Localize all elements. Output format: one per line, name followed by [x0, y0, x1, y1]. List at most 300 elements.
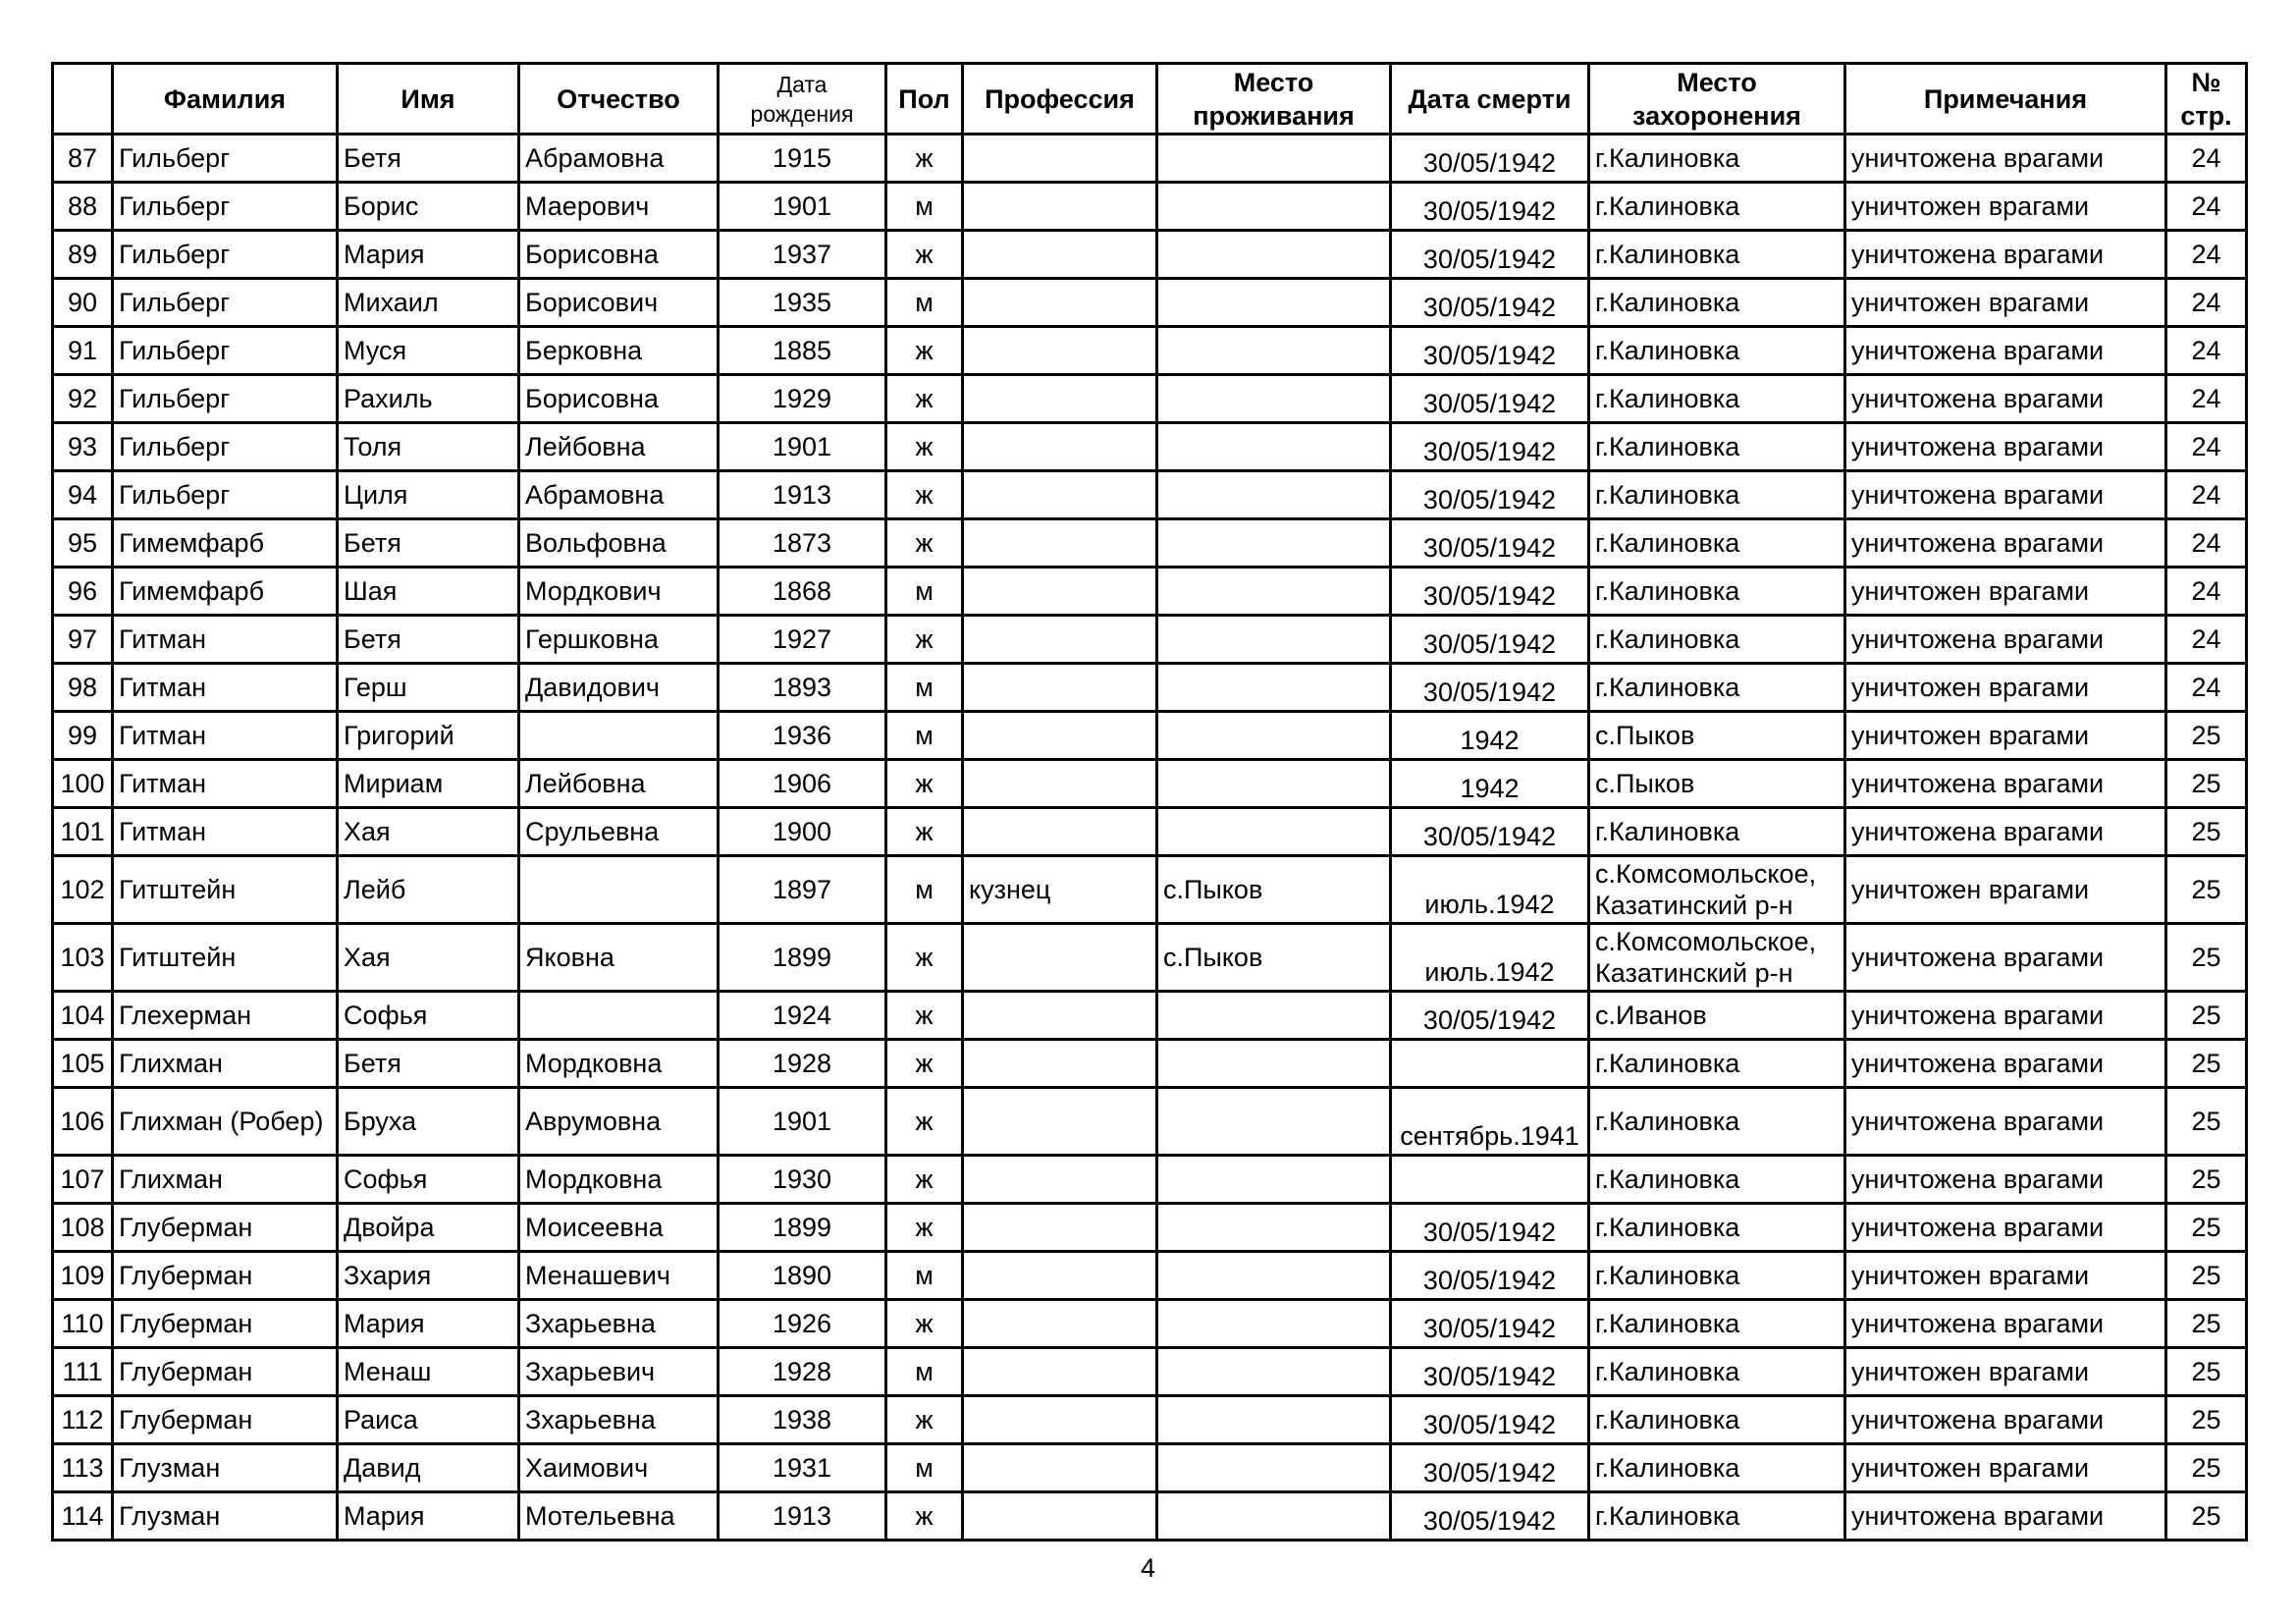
cell-sex: ж	[886, 1040, 963, 1088]
cell-birth-year: 1928	[719, 1348, 886, 1396]
cell-burial-place: г.Калиновка	[1589, 471, 1845, 519]
cell-patronymic: Абрамовна	[519, 135, 719, 183]
cell-name: Бетя	[338, 519, 519, 568]
cell-name: Муся	[338, 327, 519, 375]
cell-residence	[1157, 1348, 1391, 1396]
cell-birth-year: 1935	[719, 279, 886, 327]
cell-number: 103	[53, 924, 113, 992]
cell-surname: Гильберг	[113, 327, 338, 375]
cell-notes: уничтожена врагами	[1845, 423, 2166, 471]
cell-residence	[1157, 1252, 1391, 1300]
cell-death-date: 1942	[1391, 712, 1589, 760]
cell-notes: уничтожен врагами	[1845, 664, 2166, 712]
cell-birth-year: 1926	[719, 1300, 886, 1348]
cell-birth-year: 1913	[719, 1492, 886, 1541]
cell-name: Софья	[338, 992, 519, 1040]
cell-surname: Глуберман	[113, 1300, 338, 1348]
cell-death-date: июль.1942	[1391, 856, 1589, 924]
cell-surname: Гимемфарб	[113, 519, 338, 568]
cell-death-date: 30/05/1942	[1391, 471, 1589, 519]
cell-number: 98	[53, 664, 113, 712]
cell-birth-year: 1885	[719, 327, 886, 375]
cell-name: Раиса	[338, 1396, 519, 1444]
cell-death-date: 30/05/1942	[1391, 1300, 1589, 1348]
table-row	[53, 279, 2247, 327]
cell-page-ref: 25	[2166, 1396, 2247, 1444]
cell-birth-year: 1868	[719, 568, 886, 616]
cell-surname: Гитман	[113, 808, 338, 856]
cell-number: 87	[53, 135, 113, 183]
cell-name: Бетя	[338, 1040, 519, 1088]
cell-birth-year: 1928	[719, 1040, 886, 1088]
cell-patronymic: Гершковна	[519, 616, 719, 664]
cell-number: 88	[53, 183, 113, 231]
cell-patronymic: Зхарьевна	[519, 1300, 719, 1348]
cell-burial-place: с.Иванов	[1589, 992, 1845, 1040]
cell-notes: уничтожен врагами	[1845, 856, 2166, 924]
cell-patronymic: Мордковна	[519, 1156, 719, 1204]
cell-patronymic: Давидович	[519, 664, 719, 712]
cell-death-date: 30/05/1942	[1391, 568, 1589, 616]
cell-number: 91	[53, 327, 113, 375]
cell-number: 110	[53, 1300, 113, 1348]
cell-sex: ж	[886, 471, 963, 519]
cell-profession	[963, 1156, 1157, 1204]
cell-name: Двойра	[338, 1204, 519, 1252]
cell-birth-year: 1899	[719, 924, 886, 992]
cell-number: 113	[53, 1444, 113, 1492]
cell-patronymic: Абрамовна	[519, 471, 719, 519]
cell-patronymic: Мордкович	[519, 568, 719, 616]
cell-residence	[1157, 423, 1391, 471]
cell-name: Бруха	[338, 1088, 519, 1156]
cell-burial-place: г.Калиновка	[1589, 616, 1845, 664]
cell-birth-year: 1900	[719, 808, 886, 856]
cell-burial-place: с.Комсомольское, Казатинский р-н	[1589, 924, 1845, 992]
cell-page-ref: 25	[2166, 1444, 2247, 1492]
cell-sex: ж	[886, 1204, 963, 1252]
cell-notes: уничтожена врагами	[1845, 231, 2166, 279]
cell-sex: ж	[886, 1396, 963, 1444]
cell-page-ref: 25	[2166, 1040, 2247, 1088]
header-notes: Примечания	[1845, 64, 2166, 135]
header-patronymic: Отчество	[519, 64, 719, 135]
cell-sex: м	[886, 1348, 963, 1396]
cell-burial-place: г.Калиновка	[1589, 1300, 1845, 1348]
cell-burial-place: г.Калиновка	[1589, 664, 1845, 712]
cell-sex: м	[886, 279, 963, 327]
table-row	[53, 231, 2247, 279]
cell-name: Мария	[338, 1492, 519, 1541]
cell-patronymic: Хаимович	[519, 1444, 719, 1492]
cell-page-ref: 24	[2166, 279, 2247, 327]
cell-notes: уничтожена врагами	[1845, 519, 2166, 568]
cell-page-ref: 24	[2166, 471, 2247, 519]
cell-birth-year: 1931	[719, 1444, 886, 1492]
page-number: 4	[1140, 1553, 1156, 1583]
cell-patronymic: Срульевна	[519, 808, 719, 856]
cell-notes: уничтожена врагами	[1845, 1396, 2166, 1444]
cell-burial-place: с.Пыков	[1589, 760, 1845, 808]
cell-page-ref: 24	[2166, 568, 2247, 616]
table-row	[53, 1204, 2247, 1252]
cell-sex: м	[886, 1252, 963, 1300]
table-row	[53, 1088, 2247, 1156]
cell-number: 101	[53, 808, 113, 856]
cell-sex: ж	[886, 519, 963, 568]
cell-residence	[1157, 760, 1391, 808]
cell-burial-place: с.Комсомольское, Казатинский р-н	[1589, 856, 1845, 924]
table-row	[53, 183, 2247, 231]
table-row	[53, 375, 2247, 423]
cell-sex: ж	[886, 231, 963, 279]
cell-patronymic: Яковна	[519, 924, 719, 992]
cell-death-date: 30/05/1942	[1391, 1204, 1589, 1252]
cell-surname: Глуберман	[113, 1204, 338, 1252]
cell-name: Зхария	[338, 1252, 519, 1300]
cell-profession	[963, 1204, 1157, 1252]
cell-patronymic	[519, 712, 719, 760]
cell-residence	[1157, 279, 1391, 327]
cell-page-ref: 25	[2166, 1348, 2247, 1396]
cell-burial-place: г.Калиновка	[1589, 1348, 1845, 1396]
cell-residence	[1157, 375, 1391, 423]
cell-name: Герш	[338, 664, 519, 712]
cell-number: 109	[53, 1252, 113, 1300]
cell-profession	[963, 327, 1157, 375]
cell-burial-place: г.Калиновка	[1589, 1492, 1845, 1541]
cell-residence	[1157, 568, 1391, 616]
table-row	[53, 1252, 2247, 1300]
header-surname: Фамилия	[113, 64, 338, 135]
cell-residence	[1157, 1156, 1391, 1204]
header-row	[53, 64, 2247, 135]
cell-number: 107	[53, 1156, 113, 1204]
cell-page-ref: 24	[2166, 231, 2247, 279]
cell-number: 93	[53, 423, 113, 471]
table-row	[53, 1444, 2247, 1492]
cell-sex: м	[886, 568, 963, 616]
cell-patronymic: Маерович	[519, 183, 719, 231]
cell-burial-place: г.Калиновка	[1589, 1204, 1845, 1252]
cell-sex: ж	[886, 760, 963, 808]
cell-sex: м	[886, 1444, 963, 1492]
header-sex: Пол	[886, 64, 963, 135]
cell-profession	[963, 231, 1157, 279]
table-row	[53, 992, 2247, 1040]
table-row	[53, 1348, 2247, 1396]
cell-birth-year: 1901	[719, 1088, 886, 1156]
cell-death-date: 30/05/1942	[1391, 279, 1589, 327]
table-row	[53, 519, 2247, 568]
cell-birth-year: 1924	[719, 992, 886, 1040]
cell-name: Толя	[338, 423, 519, 471]
cell-page-ref: 25	[2166, 992, 2247, 1040]
table-header	[53, 64, 2247, 135]
cell-residence	[1157, 135, 1391, 183]
cell-surname: Глехерман	[113, 992, 338, 1040]
cell-death-date: 30/05/1942	[1391, 808, 1589, 856]
cell-residence	[1157, 1396, 1391, 1444]
cell-burial-place: г.Калиновка	[1589, 423, 1845, 471]
cell-name: Давид	[338, 1444, 519, 1492]
cell-number: 95	[53, 519, 113, 568]
cell-birth-year: 1893	[719, 664, 886, 712]
cell-birth-year: 1901	[719, 183, 886, 231]
cell-name: Борис	[338, 183, 519, 231]
cell-patronymic: Моисеевна	[519, 1204, 719, 1252]
cell-residence	[1157, 1040, 1391, 1088]
cell-birth-year: 1929	[719, 375, 886, 423]
cell-profession	[963, 1396, 1157, 1444]
cell-page-ref: 24	[2166, 375, 2247, 423]
cell-surname: Гильберг	[113, 135, 338, 183]
header-profession: Профессия	[963, 64, 1157, 135]
cell-surname: Гитман	[113, 616, 338, 664]
cell-surname: Гитштейн	[113, 924, 338, 992]
cell-burial-place: г.Калиновка	[1589, 1396, 1845, 1444]
cell-patronymic: Зхарьевна	[519, 1396, 719, 1444]
header-page-ref: № стр.	[2166, 64, 2247, 135]
cell-sex: м	[886, 664, 963, 712]
cell-residence	[1157, 519, 1391, 568]
cell-page-ref: 24	[2166, 423, 2247, 471]
cell-death-date: 30/05/1942	[1391, 519, 1589, 568]
cell-death-date: 30/05/1942	[1391, 423, 1589, 471]
cell-surname: Гимемфарб	[113, 568, 338, 616]
cell-profession	[963, 1444, 1157, 1492]
header-death-date: Дата смерти	[1391, 64, 1589, 135]
cell-birth-year: 1936	[719, 712, 886, 760]
cell-death-date: сентябрь.1941	[1391, 1088, 1589, 1156]
cell-number: 112	[53, 1396, 113, 1444]
cell-notes: уничтожена врагами	[1845, 1492, 2166, 1541]
cell-residence	[1157, 1300, 1391, 1348]
cell-sex: ж	[886, 616, 963, 664]
cell-notes: уничтожена врагами	[1845, 1204, 2166, 1252]
cell-notes: уничтожен врагами	[1845, 1444, 2166, 1492]
cell-number: 99	[53, 712, 113, 760]
cell-number: 102	[53, 856, 113, 924]
cell-birth-year: 1927	[719, 616, 886, 664]
header-burial-place: Место захоронения	[1589, 64, 1845, 135]
cell-residence	[1157, 1204, 1391, 1252]
cell-residence	[1157, 992, 1391, 1040]
table-row	[53, 1156, 2247, 1204]
cell-patronymic: Берковна	[519, 327, 719, 375]
cell-profession	[963, 1300, 1157, 1348]
cell-burial-place: г.Калиновка	[1589, 568, 1845, 616]
cell-notes: уничтожена врагами	[1845, 1040, 2166, 1088]
cell-birth-year: 1930	[719, 1156, 886, 1204]
cell-page-ref: 25	[2166, 924, 2247, 992]
cell-profession	[963, 664, 1157, 712]
cell-death-date: 30/05/1942	[1391, 1444, 1589, 1492]
table-row	[53, 1040, 2247, 1088]
cell-surname: Глуберман	[113, 1252, 338, 1300]
cell-surname: Гитман	[113, 712, 338, 760]
cell-name: Хая	[338, 808, 519, 856]
cell-name: Мириам	[338, 760, 519, 808]
cell-number: 97	[53, 616, 113, 664]
cell-burial-place: г.Калиновка	[1589, 1156, 1845, 1204]
cell-surname: Глихман	[113, 1040, 338, 1088]
cell-burial-place: г.Калиновка	[1589, 183, 1845, 231]
cell-notes: уничтожена врагами	[1845, 1088, 2166, 1156]
cell-number: 96	[53, 568, 113, 616]
cell-page-ref: 25	[2166, 1204, 2247, 1252]
cell-sex: ж	[886, 423, 963, 471]
cell-patronymic: Менашевич	[519, 1252, 719, 1300]
cell-page-ref: 25	[2166, 1156, 2247, 1204]
cell-residence	[1157, 808, 1391, 856]
table-row	[53, 568, 2247, 616]
cell-birth-year: 1901	[719, 423, 886, 471]
cell-surname: Глихман (Робер)	[113, 1088, 338, 1156]
table-row	[53, 664, 2247, 712]
cell-page-ref: 25	[2166, 760, 2247, 808]
cell-profession	[963, 423, 1157, 471]
cell-notes: уничтожена врагами	[1845, 808, 2166, 856]
cell-residence	[1157, 712, 1391, 760]
victims-register-table	[51, 62, 2248, 1542]
cell-burial-place: г.Калиновка	[1589, 231, 1845, 279]
cell-sex: м	[886, 856, 963, 924]
cell-sex: ж	[886, 327, 963, 375]
cell-birth-year: 1938	[719, 1396, 886, 1444]
cell-residence	[1157, 327, 1391, 375]
cell-residence	[1157, 231, 1391, 279]
header-name: Имя	[338, 64, 519, 135]
cell-patronymic: Борисович	[519, 279, 719, 327]
cell-birth-year: 1915	[719, 135, 886, 183]
cell-profession	[963, 1348, 1157, 1396]
cell-death-date: 30/05/1942	[1391, 992, 1589, 1040]
cell-death-date: 30/05/1942	[1391, 1492, 1589, 1541]
cell-surname: Глузман	[113, 1492, 338, 1541]
cell-patronymic: Мотельевна	[519, 1492, 719, 1541]
cell-name: Менаш	[338, 1348, 519, 1396]
table-row	[53, 1492, 2247, 1541]
cell-surname: Гитштейн	[113, 856, 338, 924]
cell-number: 94	[53, 471, 113, 519]
cell-number: 105	[53, 1040, 113, 1088]
cell-patronymic	[519, 992, 719, 1040]
table-row	[53, 924, 2247, 992]
cell-profession	[963, 279, 1157, 327]
cell-page-ref: 24	[2166, 616, 2247, 664]
cell-profession	[963, 808, 1157, 856]
cell-burial-place: г.Калиновка	[1589, 1444, 1845, 1492]
cell-surname: Гильберг	[113, 231, 338, 279]
cell-page-ref: 25	[2166, 1492, 2247, 1541]
cell-patronymic: Борисовна	[519, 231, 719, 279]
cell-birth-year: 1913	[719, 471, 886, 519]
cell-page-ref: 24	[2166, 183, 2247, 231]
cell-birth-year: 1890	[719, 1252, 886, 1300]
cell-surname: Гильберг	[113, 423, 338, 471]
table-row	[53, 856, 2247, 924]
cell-profession	[963, 712, 1157, 760]
cell-residence: с.Пыков	[1157, 856, 1391, 924]
cell-surname: Гитман	[113, 664, 338, 712]
cell-page-ref: 24	[2166, 327, 2247, 375]
cell-name: Мария	[338, 231, 519, 279]
cell-sex: м	[886, 183, 963, 231]
cell-death-date	[1391, 1156, 1589, 1204]
cell-page-ref: 25	[2166, 856, 2247, 924]
cell-profession	[963, 1088, 1157, 1156]
cell-death-date: 30/05/1942	[1391, 327, 1589, 375]
cell-sex: ж	[886, 375, 963, 423]
cell-page-ref: 24	[2166, 519, 2247, 568]
cell-notes: уничтожена врагами	[1845, 760, 2166, 808]
cell-death-date: 30/05/1942	[1391, 135, 1589, 183]
cell-profession	[963, 471, 1157, 519]
cell-profession	[963, 135, 1157, 183]
cell-profession	[963, 924, 1157, 992]
cell-name: Бетя	[338, 616, 519, 664]
cell-death-date: 30/05/1942	[1391, 664, 1589, 712]
cell-notes: уничтожен врагами	[1845, 712, 2166, 760]
cell-surname: Гитман	[113, 760, 338, 808]
cell-page-ref: 25	[2166, 808, 2247, 856]
cell-name: Хая	[338, 924, 519, 992]
cell-number: 89	[53, 231, 113, 279]
cell-name: Мария	[338, 1300, 519, 1348]
table-row	[53, 808, 2247, 856]
cell-birth-year: 1873	[719, 519, 886, 568]
cell-profession	[963, 616, 1157, 664]
cell-sex: ж	[886, 992, 963, 1040]
cell-patronymic: Лейбовна	[519, 760, 719, 808]
header-residence: Место проживания	[1157, 64, 1391, 135]
cell-name: Григорий	[338, 712, 519, 760]
cell-number: 108	[53, 1204, 113, 1252]
cell-residence	[1157, 183, 1391, 231]
cell-notes: уничтожен врагами	[1845, 568, 2166, 616]
cell-death-date: 30/05/1942	[1391, 1348, 1589, 1396]
cell-number: 90	[53, 279, 113, 327]
cell-number: 111	[53, 1348, 113, 1396]
cell-number: 114	[53, 1492, 113, 1541]
cell-residence	[1157, 616, 1391, 664]
table-row	[53, 471, 2247, 519]
cell-burial-place: г.Калиновка	[1589, 279, 1845, 327]
cell-notes: уничтожен врагами	[1845, 183, 2166, 231]
table-row	[53, 1300, 2247, 1348]
cell-death-date: 30/05/1942	[1391, 183, 1589, 231]
cell-death-date: 30/05/1942	[1391, 375, 1589, 423]
cell-patronymic: Лейбовна	[519, 423, 719, 471]
cell-death-date: 30/05/1942	[1391, 616, 1589, 664]
cell-sex: ж	[886, 1300, 963, 1348]
table-row	[53, 423, 2247, 471]
cell-residence	[1157, 471, 1391, 519]
table-row	[53, 760, 2247, 808]
cell-sex: ж	[886, 135, 963, 183]
cell-surname: Гильберг	[113, 279, 338, 327]
cell-burial-place: г.Калиновка	[1589, 327, 1845, 375]
cell-notes: уничтожена врагами	[1845, 992, 2166, 1040]
cell-name: Лейб	[338, 856, 519, 924]
cell-birth-year: 1899	[719, 1204, 886, 1252]
cell-name: Шая	[338, 568, 519, 616]
cell-profession	[963, 568, 1157, 616]
cell-notes: уничтожена врагами	[1845, 327, 2166, 375]
cell-surname: Гильберг	[113, 375, 338, 423]
cell-page-ref: 25	[2166, 1300, 2247, 1348]
